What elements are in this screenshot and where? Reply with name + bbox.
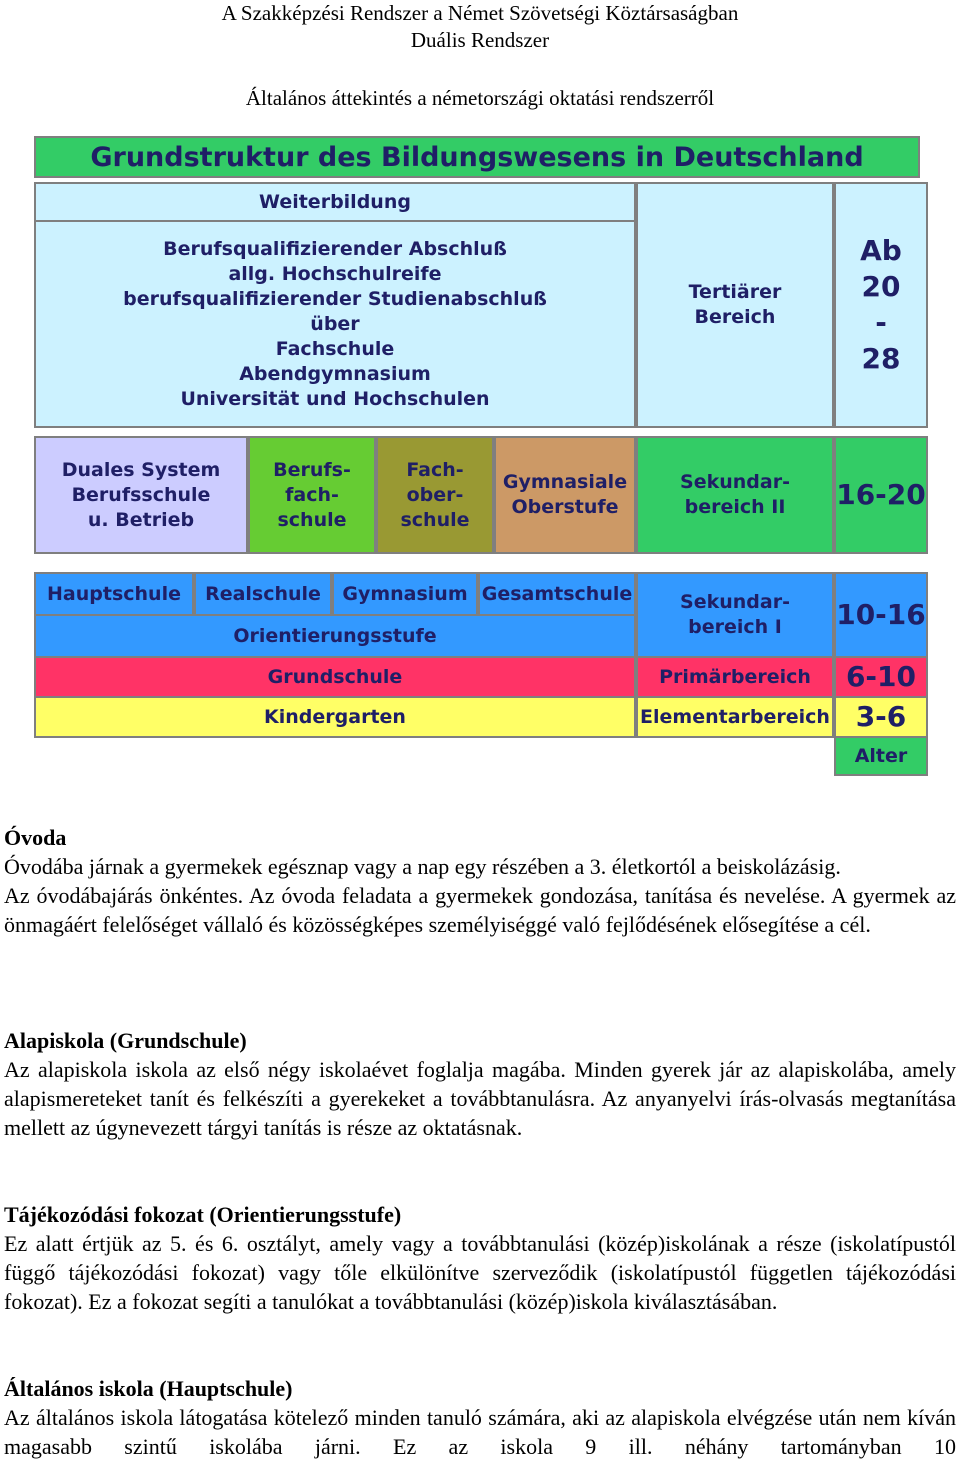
diagram-title: Grundstruktur des Bildungswesens in Deutschland — [34, 136, 920, 178]
weiterbildung-cell — [34, 182, 636, 222]
header-subtitle: Duális Rendszer — [410, 28, 550, 52]
sekundarbereich-1-label: Sekundar- bereich I — [680, 591, 790, 638]
grundschule-cell — [34, 656, 636, 698]
gymnasium-cell — [332, 572, 478, 616]
fachoberschule-label: Fach- ober- schule — [400, 458, 470, 531]
weiterbildung-label: Weiterbildung — [259, 190, 411, 213]
realschule-cell — [194, 572, 332, 616]
primarbereich-age-cell — [834, 656, 928, 698]
gesamtschule-cell — [478, 572, 636, 616]
header-title: A Szakképzési Rendszer a Német Szövetségi Köztársaságban — [221, 1, 739, 25]
section-text: Óvodába járnak a gyermekek egésznap vagy a nap egy részében a 3. életkortól a beiskolázásig. Az óvodábajárás önkéntes. Az óvoda feladata a gyermekek gondozása, tanítása és nevelése. A gyermek az önmagáért felelőséget vállaló és közösségképes személyiséggé való fejlődésének elősegítése a cél. — [4, 854, 956, 937]
kindergarten-cell — [34, 696, 636, 738]
tertiary-age-cell — [834, 182, 928, 428]
sekundarbereich-1-age: 10-16 — [836, 598, 926, 631]
elementarbereich-age: 3-6 — [855, 700, 907, 733]
section-title: Alapiskola (Grundschule) — [4, 1028, 247, 1053]
orientierungsstufe-cell — [34, 614, 636, 658]
berufsfachschule-label: Berufs- fach- schule — [273, 458, 351, 531]
alter-cell — [834, 736, 928, 776]
gymnasium-label: Gymnasium — [342, 582, 468, 605]
primarbereich-cell — [636, 656, 834, 698]
elementarbereich-cell — [636, 696, 834, 738]
primarbereich-age: 6-10 — [845, 660, 917, 693]
hauptschule-cell — [34, 572, 194, 616]
fachoberschule-cell — [376, 436, 494, 554]
elementarbereich-age-cell — [834, 696, 928, 738]
sekundarbereich-2-age-cell — [834, 436, 928, 554]
section-text: Az alapiskola iskola az első négy iskolaévet foglalja magába. Minden gyerek jár az alapiskolába, amely alapismereteket tanít és felkészíti a gyerekeket a továbbtanulásra. Az anyanyelvi írás-olvasás megtanítása mellett az úgynevezett tárgyi tanítás is része az oktatásnak. — [4, 1057, 956, 1140]
tertiary-area-label: Tertiärer Bereich — [688, 281, 782, 328]
gymnasiale-oberstufe-cell — [494, 436, 636, 554]
sekundarbereich-2-cell — [636, 436, 834, 554]
grundschule-label: Grundschule — [267, 665, 403, 688]
sekundarbereich-1-cell — [636, 572, 834, 658]
gymnasiale-oberstufe-label: Gymnasiale Oberstufe — [502, 471, 628, 518]
sekundarbereich-2-label: Sekundar- bereich II — [680, 471, 790, 518]
primarbereich-label: Primärbereich — [659, 665, 811, 688]
section-title: Tájékozódási fokozat (Orientierungsstufe) — [4, 1202, 402, 1227]
section-title: Óvoda — [4, 825, 67, 850]
section-title: Általános iskola (Hauptschule) — [4, 1376, 293, 1401]
duales-system-cell — [34, 436, 248, 554]
section-text: Ez alatt értjük az 5. és 6. osztályt, amely vagy a továbbtanulási (közép)iskolának a része (iskolatípustól függő tájékozódási fokozat) vagy tőle elkülönítve szerveződik (iskolatípustól független tájékozódási fokozat). Ez a fokozat segíti a tanulókat a továbbtanulási (közép)iskola kiválasztásában. — [4, 1231, 956, 1314]
berufsfachschule-cell — [248, 436, 376, 554]
alter-label: Alter — [854, 744, 908, 767]
hauptschule-label: Hauptschule — [47, 582, 181, 605]
duales-system-label: Duales System Berufsschule u. Betrieb — [61, 458, 221, 531]
header-overview: Általános áttekintés a németországi oktatási rendszerről — [245, 86, 715, 110]
tertiary-area-cell — [636, 182, 834, 428]
elementarbereich-label: Elementarbereich — [640, 705, 830, 728]
sekundarbereich-1-age-cell — [834, 572, 928, 658]
orientierungsstufe-label: Orientierungsstufe — [233, 624, 437, 647]
gesamtschule-label: Gesamtschule — [481, 582, 633, 605]
tertiary-programs-label: Berufsqualifizierender Abschluß allg. Hochschulreife berufsqualifizierender Studienabschluß über Fachschule Abendgymnasium Universität und Hochschulen — [123, 237, 547, 410]
tertiary-programs-cell — [34, 220, 636, 428]
section-text: Az általános iskola látogatása kötelező minden tanuló számára, aki az alapiskola elvégzése után nem kíván magasabb szintű iskolába járni. Ez az iskola 9 ill. néhány tartományban 10 — [4, 1405, 956, 1459]
sekundarbereich-2-age: 16-20 — [836, 478, 926, 511]
kindergarten-label: Kindergarten — [264, 705, 406, 728]
realschule-label: Realschule — [205, 582, 321, 605]
tertiary-age-label: Ab 20 - 28 — [860, 234, 902, 375]
